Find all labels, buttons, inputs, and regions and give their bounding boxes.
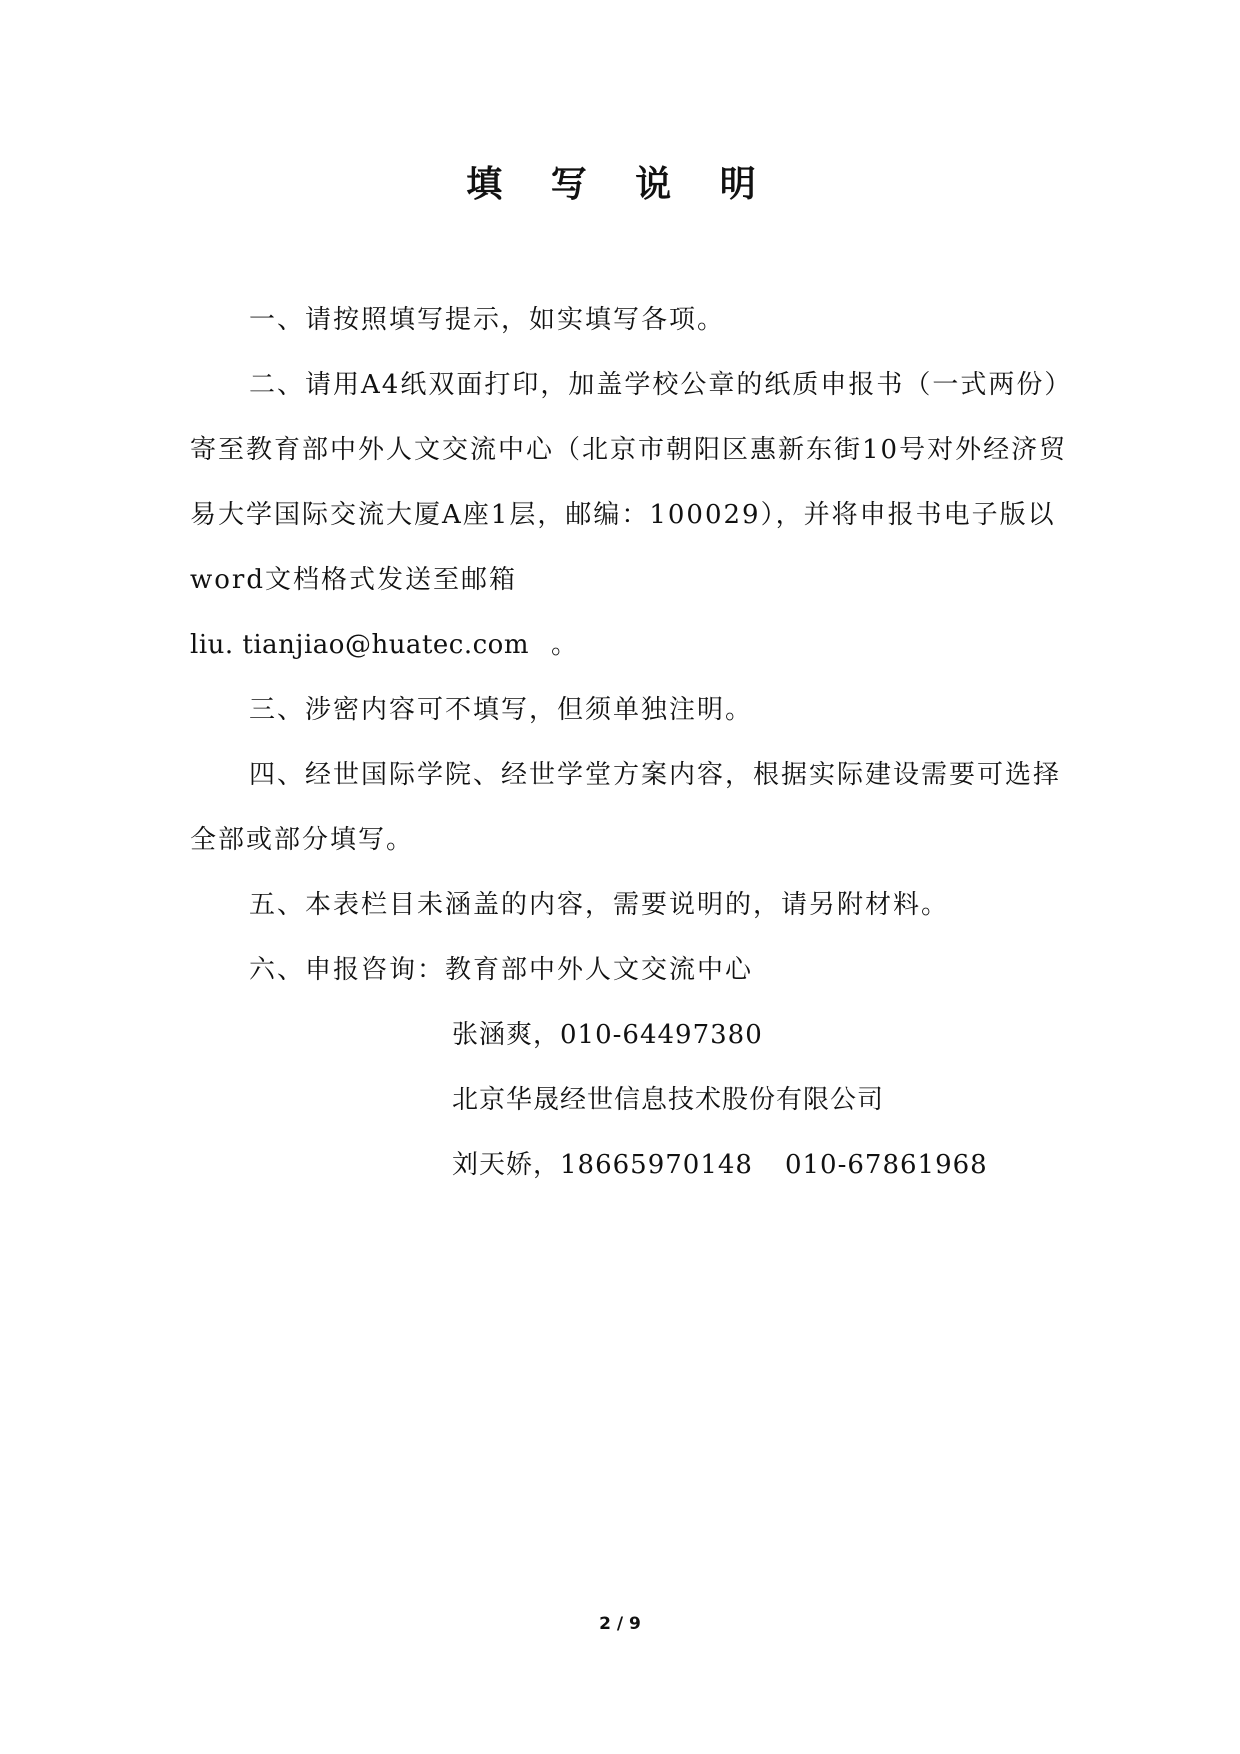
contact-company: 北京华晟经世信息技术股份有限公司 bbox=[452, 1085, 885, 1115]
instruction-item-1: 一、请按照填写提示，如实填写各项。 bbox=[249, 305, 726, 335]
page-title: 填 写 说 明 bbox=[466, 163, 774, 205]
contact-person-2 bbox=[190, 1133, 1070, 1198]
instruction-item-2: 二、请用A4纸双面打印，加盖学校公章的纸质申报书（一式两份）寄至教育部中外人文交流中心（北京市朝阳区惠新东街10号对外经济贸易大学国际交流大厦A座1层，邮编：100029），并将申报书电子版以word文档格式发送至邮箱 bbox=[190, 370, 1068, 595]
instruction-item-5: 五、本表栏目未涵盖的内容，需要说明的，请另附材料。 bbox=[249, 890, 950, 920]
contact-person-1: 张涵爽，010-64497380 bbox=[452, 1020, 763, 1050]
contact-section bbox=[190, 938, 1070, 1198]
email-period: 。 bbox=[550, 630, 578, 660]
contact-person-2-mobile: 刘天娇，18665970148 bbox=[452, 1150, 753, 1180]
instructions-body bbox=[190, 288, 1070, 1198]
contact-heading: 六、申报咨询：教育部中外人文交流中心 bbox=[249, 955, 754, 985]
instruction-item-3: 三、涉密内容可不填写，但须单独注明。 bbox=[249, 695, 754, 725]
page-number: 2 / 9 bbox=[599, 1614, 641, 1634]
email-address[interactable]: liu. tianjiao@huatec.com bbox=[190, 630, 529, 660]
contact-person-2-tel: 010-67861968 bbox=[784, 1150, 988, 1180]
instruction-item-4: 四、经世国际学院、经世学堂方案内容，根据实际建设需要可选择全部或部分填写。 bbox=[190, 760, 1062, 855]
email-line bbox=[190, 613, 1070, 678]
